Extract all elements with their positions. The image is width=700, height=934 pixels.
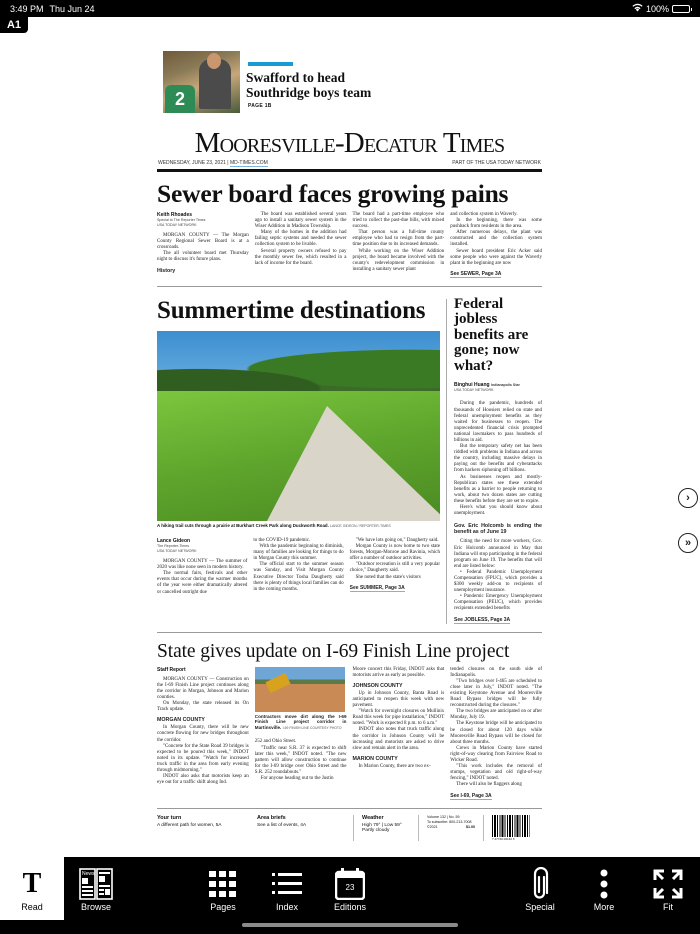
paragraph: Sewer board president Eric Acker said some people who were against the Waverly plant in the beginning are now [450, 248, 542, 266]
headline-jobless[interactable]: Federal jobless benefits are gone; now what? [454, 295, 529, 374]
paragraph: But the temporary safety net has been riddled with problems in Indiana and across the country, including massive delays in paying out the benefits and cyberattacks from hackers siphoning off billions. [454, 444, 542, 474]
middle-section [157, 297, 542, 624]
status-time: 3:49 PM [10, 3, 44, 14]
promo-photo: 2 [163, 51, 240, 113]
chevron-right-icon: › [686, 492, 690, 504]
paragraph: "Outdoor recreation is still a very popular choice," Daugherty said. [349, 562, 440, 574]
byline: Lance Gideon [157, 537, 191, 544]
more-icon [600, 866, 608, 902]
paragraph: Here's what you should know about unemployment. [454, 505, 542, 517]
paragraph: The all volunteer board met Thursday night to discuss it's future plans. [157, 251, 249, 263]
paragraph: After numerous delays, the plant was constructed and the collection system installed. [450, 230, 542, 248]
list-icon [272, 866, 302, 902]
photo-caption: A hiking trail cuts through a prairie at Burkhart Creek Park along Duckworth Road. LANCE GIDEON / REPORTER-TIMES [157, 522, 391, 528]
section-rule [157, 632, 542, 633]
byline-network: USA TODAY NETWORK [157, 549, 197, 554]
paragraph: Citing the need for more workers, Gov. Eric Holcomb announced in May that Indiana will stop participating in the federal program on June 19. The benefits that will end are listed below: [454, 539, 542, 569]
subhead: MARION COUNTY [352, 755, 398, 762]
calendar-day: 23 [345, 883, 355, 892]
paragraph: In the beginning, there was some pushback from residents in the area. [450, 218, 542, 230]
trail-photo[interactable] [157, 331, 440, 521]
paragraph: MORGAN COUNTY — The Morgan County Regional Sewer Board is at a crossroads. [157, 233, 249, 251]
paragraph: Crews in Marion County have started right-of-way clearing from Fairview Road to Wicker Road. [450, 745, 542, 764]
jump-link-summer[interactable]: See SUMMER, Page 3A [349, 584, 405, 591]
status-date: Thu Jun 24 [49, 3, 95, 14]
network-label: PART OF THE USA TODAY NETWORK [452, 160, 541, 166]
paragraph: MORGAN COUNTY — Construction on the I-69 Finish Line project continues along the corridor in Morgan, Johnson and Marion counties. [157, 676, 249, 700]
paragraph: While working on the Wiser Addition project, the board became involved with the county's redevelopment commission in installing a sanitary sewer plant [352, 248, 445, 272]
paragraph: MORGAN COUNTY — The summer of 2020 was like none seen in modern history. [157, 559, 248, 571]
toolbar-more[interactable]: More [572, 857, 636, 920]
paragraph: Many of the homes in the addition had failing septic systems and needed the sewer collection system to be livable. [254, 230, 347, 248]
paragraph: 252 and Ohio Street. [254, 739, 297, 745]
footer-your-turn[interactable]: Your turn A different path for women, 5A [157, 814, 222, 828]
svg-text:News: News [82, 871, 95, 877]
paragraph: On Monday, the state released its On Track update. [157, 701, 249, 713]
jump-link-jobless[interactable]: See JOBLESS, Page 3A [454, 616, 511, 623]
wifi-icon [632, 3, 643, 14]
byline-org: The Reporter-Times [157, 544, 190, 549]
story-sewer[interactable] [157, 212, 542, 278]
column-divider [446, 299, 447, 624]
story-i69[interactable] [157, 667, 542, 800]
subhead: Gov. Eric Holcomb is ending the benefit as of June 19 [454, 523, 542, 536]
battery-icon [672, 5, 690, 13]
byline: Binghui Huang [454, 382, 490, 389]
masthead: Mooresville-Decatur Times [194, 127, 505, 159]
footer-weather: Weather High 79° | Low 59° Partly cloudy [362, 814, 402, 833]
next-page-button[interactable] [678, 488, 698, 508]
toolbar-browse[interactable]: News Browse [64, 857, 128, 920]
promo-headline[interactable]: Swafford to head Southridge boys team [246, 70, 372, 100]
paragraph: and collection system in Waverly. [450, 212, 518, 217]
paragraph: For anyone heading out to the Justin [260, 775, 334, 781]
paragraph: The normal fairs, festivals and other events that occur during the warmer months of the year were either dramatically altered or cancelled outright due [157, 571, 248, 595]
paragraph: During the pandemic, hundreds of thousands of Hoosiers relied on state and federal unemployment benefits as they waited for businesses to reopen. The unprecedented financial crisis prompted national lawmakers to pass hundreds of billions in aid. [454, 401, 542, 443]
expand-icon [653, 866, 683, 902]
paragraph: Morgan County is now home to two state forests, Morgan-Monroe and Ravinia, which offer a number of outdoor activities. [349, 544, 440, 562]
byline-network: USA TODAY NETWORK [454, 388, 494, 393]
headline-i69[interactable]: State gives update on I-69 Finish Line project [157, 640, 510, 662]
byline-org: Special to The Reporter Times [157, 218, 206, 223]
headline-summertime[interactable]: Summertime destinations [157, 296, 426, 324]
paperclip-icon [531, 866, 549, 902]
jump-link-sewer[interactable]: See SEWER, Page 3A [450, 270, 502, 277]
paragraph: INDOT also asks that motorists keep an eye out for a traffic shift along Ind. [157, 774, 249, 786]
byline: Staff Report [157, 666, 186, 673]
paragraph: Several property owners refused to pay the monthly sewer fee, which resulted in a lack of income for the board. [254, 248, 347, 266]
subhead: History [157, 267, 176, 274]
barcode: 7 27740 00132 5 [492, 815, 530, 841]
edition-date: WEDNESDAY, JUNE 23, 2021 [158, 160, 226, 166]
subhead: MORGAN COUNTY [157, 717, 205, 724]
last-page-button[interactable] [678, 533, 698, 553]
toolbar-pages[interactable]: Pages [191, 857, 255, 920]
footer-volume-info: Volume 132 | No. 59 To subscribe: 800-213-7008 ©2021 $1.00 [427, 814, 475, 829]
toolbar-editions[interactable]: 23 Editions [318, 857, 382, 920]
paragraph: to the COVID-19 pandemic. [253, 537, 311, 543]
toolbar-read[interactable]: T Read [0, 857, 64, 920]
photo-caption: Contractors move dirt along the I-69 Finish Line project corridor in Martinsville. I-69 FINISH LINE COURTESY PHOTO [254, 713, 347, 730]
paragraph: "This work includes the removal of stumps, vegetation and old right-of-way fencing," INDOT noted. [450, 764, 542, 782]
paragraph: Up in Johnson County, Banta Road is anticipated to reopen this week with new pavement. [352, 690, 445, 709]
toolbar-special[interactable]: Special [508, 857, 572, 920]
paragraph: In Morgan County, there will be new concrete flowing for new bridges throughout the corridor. [157, 725, 249, 743]
paragraph: There will also be flaggers along [456, 782, 522, 788]
promo-page-ref[interactable]: PAGE 1B [248, 103, 272, 109]
site-link[interactable]: MD-TIMES.COM [229, 160, 268, 166]
paragraph: "Two bridges over I-465 are scheduled to close later in July," INDOT noted. "The existing Keystone Avenue and Mooresville Road Bypass bridges will be fully reconstructed during the closures." [450, 678, 542, 709]
paragraph: As businesses reopen and mostly-Republican states see these extended benefits as a barrier to people returning to work, about two dozen states are cutting these benefits before they are set to expire. [454, 474, 542, 504]
paragraph: "We have lots going on," Daugherty said. [355, 537, 439, 543]
page-footer [157, 808, 542, 841]
byline: Keith Rhoades [157, 212, 193, 218]
paragraph: With the pandemic beginning to diminish, many of families are looking for things to do in Morgan County this summer. [253, 544, 344, 562]
section-rule [157, 286, 542, 287]
promo-accent-bar [248, 62, 293, 66]
calendar-icon [335, 866, 365, 902]
story-summertime[interactable] [157, 538, 440, 596]
toolbar-fit[interactable]: Fit [636, 857, 700, 920]
paragraph: The board had a part-time employee who tried to collect the past-due bills, with mixed success. [352, 212, 445, 230]
paragraph: tended closures on the south side of Indianapolis. [450, 666, 542, 678]
page-label[interactable]: A1 [0, 17, 28, 33]
grid-icon [209, 866, 237, 902]
jump-link-i69[interactable]: See I-69, Page 3A [450, 792, 492, 799]
home-indicator[interactable] [242, 923, 458, 927]
construction-photo[interactable] [255, 667, 345, 712]
paragraph: In Marion County, there are two ex- [358, 763, 431, 769]
footer-area-briefs[interactable]: Area briefs See a list of events, 4A [257, 814, 307, 828]
toolbar-index[interactable]: Index [255, 857, 319, 920]
text-icon: T [22, 868, 42, 899]
paragraph: "Traffic near S.R. 37 is expected to shift later this week," INDOT noted. "The new pattern will allow construction to continue for the I-69 bridge over Ohio Street and the S.R. 252 roundabouts." [254, 745, 347, 775]
byline-network: USA TODAY NETWORK [157, 223, 197, 228]
masthead-rule [157, 169, 542, 172]
newspaper-page[interactable] [157, 48, 542, 841]
double-chevron-right-icon: » [684, 537, 692, 549]
paragraph: Moore concert this Friday, INDOT asks that motorists arrive as early as possible. [352, 666, 445, 678]
battery-percent: 100% [645, 3, 669, 14]
paragraph: "Watch for overnight closures on Mullinix Road this week for pipe installation," INDOT noted. "Work is expected 8 p.m. to 6 a.m." [352, 709, 445, 727]
story-jobless[interactable] [454, 297, 542, 624]
paragraph: The board was established several years ago to install a sanitary sewer system in the Wiser Addition in Madison Township. [254, 212, 347, 230]
paragraph: The Keystone bridge will be anticipated to be closed for about 120 days while Mooresville Road Bypass will be closed for about three months. [450, 721, 542, 745]
headline-sewer[interactable]: Sewer board faces growing pains [157, 179, 509, 208]
paragraph: INDOT also notes that truck traffic along the corridor in Johnson County will be increasing and motorists are asked to drive slow and remain alert in the area. [352, 727, 445, 751]
paragraph: • Pandemic Emergency Unemployment Compensation (PEUC), which provides recipients extended benefits [454, 594, 542, 612]
paragraph: "Concrete for the State Road 39 bridges is expected to be poured this week," INDOT noted in its update. "Watch for increased truck traffic in the area from early evening through midmorning." [157, 743, 249, 774]
promo-teaser[interactable] [157, 48, 542, 113]
byline-org: Indianapolis Star [490, 383, 520, 388]
subhead: JOHNSON COUNTY [352, 682, 403, 689]
paragraph: That person was a full-time county employee who had to resign from the part-time position due to its increased demands. [352, 230, 445, 248]
status-bar [0, 0, 700, 17]
paragraph: The official start to the summer season was Sunday, and Visit Morgan County Executive Director Tosha Daugherty said there is plenty of things local families can do in the coming months. [253, 562, 344, 592]
paragraph: The two bridges are anticipated on or after Monday, July 19. [450, 709, 542, 721]
dateline: WEDNESDAY, JUNE 23, 2021 | MD-TIMES.COM PART OF THE USA TODAY NETWORK [158, 160, 541, 166]
paragraph: She noted that the state's visitors [355, 574, 421, 580]
paragraph: • Federal Pandemic Unemployment Compensation (FPUC), which provides a $300 weekly add-on to recipients of unemployment insurance. [454, 569, 542, 594]
newspaper-icon [79, 866, 113, 902]
